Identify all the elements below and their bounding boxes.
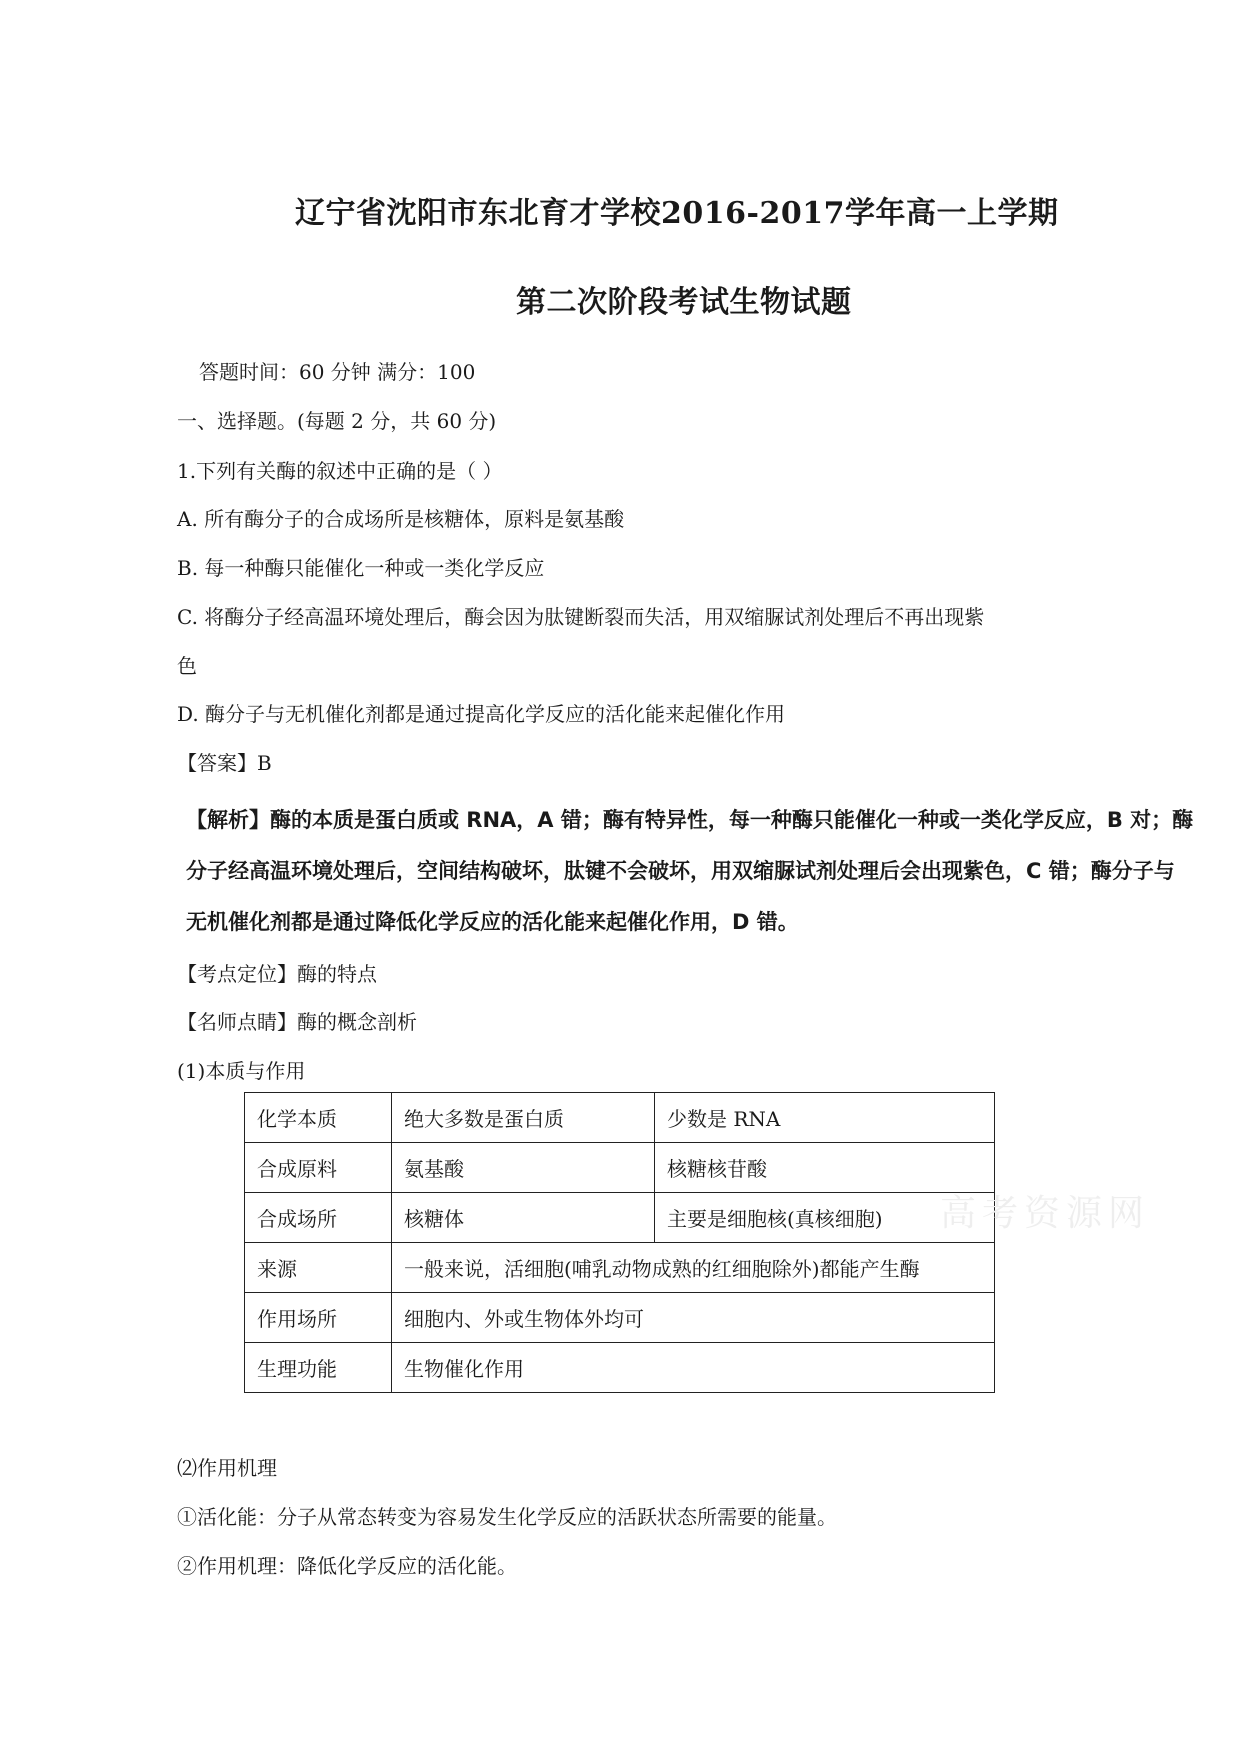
option-b: B. 每一种酶只能催化一种或一类化学反应 bbox=[177, 556, 545, 580]
option-a: A. 所有酶分子的合成场所是核糖体，原料是氨基酸 bbox=[177, 507, 625, 531]
table-cell: 绝大多数是蛋白质 bbox=[392, 1093, 655, 1143]
table-cell: 合成场所 bbox=[245, 1193, 392, 1243]
table-cell: 化学本质 bbox=[245, 1093, 392, 1143]
watermark: 高考资源网 bbox=[940, 1193, 1151, 1234]
table-cell: 少数是 RNA bbox=[655, 1093, 995, 1143]
teacher-note: 【名师点睛】酶的概念剖析 bbox=[177, 1010, 417, 1034]
table-cell: 一般来说，活细胞(哺乳动物成熟的红细胞除外)都能产生酶 bbox=[392, 1243, 995, 1293]
table-row bbox=[245, 1343, 995, 1393]
table-cell: 生物催化作用 bbox=[392, 1343, 995, 1393]
title-line-2: 第二次阶段考试生物试题 bbox=[516, 285, 852, 320]
table-cell: 核糖体 bbox=[392, 1193, 655, 1243]
table-row bbox=[245, 1293, 995, 1343]
analysis-line-3: 无机催化剂都是通过降低化学反应的活化能来起催化作用，D 错。 bbox=[186, 910, 799, 934]
table-row bbox=[245, 1143, 995, 1193]
analysis-line-2: 分子经高温环境处理后，空间结构破坏，肽键不会破坏，用双缩脲试剂处理后会出现紫色，C 错；酶分子与 bbox=[186, 859, 1175, 883]
table-cell: 生理功能 bbox=[245, 1343, 392, 1393]
table-cell: 氨基酸 bbox=[392, 1143, 655, 1193]
mechanism-item-2: ②作用机理：降低化学反应的活化能。 bbox=[177, 1554, 517, 1578]
option-d: D. 酶分子与无机催化剂都是通过提高化学反应的活化能来起催化作用 bbox=[177, 702, 786, 726]
table-cell: 细胞内、外或生物体外均可 bbox=[392, 1293, 995, 1343]
table-cell: 作用场所 bbox=[245, 1293, 392, 1343]
table-cell: 核糖核苷酸 bbox=[655, 1143, 995, 1193]
analysis-line-1: 【解析】酶的本质是蛋白质或 RNA，A 错；酶有特异性，每一种酶只能催化一种或一类化学反应，B 对；酶 bbox=[186, 808, 1194, 832]
title-line-1: 辽宁省沈阳市东北育才学校2016-2017学年高一上学期 bbox=[295, 196, 1059, 231]
question-stem: 1.下列有关酶的叙述中正确的是（ ） bbox=[177, 459, 503, 483]
option-c: C. 将酶分子经高温环境处理后，酶会因为肽键断裂而失活，用双缩脲试剂处理后不再出现紫 bbox=[177, 605, 985, 629]
mechanism-item-1: ①活化能：分子从常态转变为容易发生化学反应的活跃状态所需要的能量。 bbox=[177, 1505, 837, 1529]
table-cell: 合成原料 bbox=[245, 1143, 392, 1193]
table-row bbox=[245, 1193, 995, 1243]
table-cell: 来源 bbox=[245, 1243, 392, 1293]
part2-heading: ⑵作用机理 bbox=[177, 1456, 277, 1480]
table-row bbox=[245, 1093, 995, 1143]
part1-heading: (1)本质与作用 bbox=[177, 1059, 306, 1083]
answer: 【答案】B bbox=[177, 751, 272, 775]
exam-info: 答题时间：60 分钟 满分：100 bbox=[199, 360, 476, 384]
table-cell: 主要是细胞核(真核细胞) bbox=[655, 1193, 995, 1243]
enzyme-properties-table bbox=[244, 1092, 995, 1393]
key-point: 【考点定位】酶的特点 bbox=[177, 962, 377, 986]
analysis-paragraph bbox=[186, 795, 1193, 948]
section-heading: 一、选择题。(每题 2 分，共 60 分) bbox=[177, 409, 497, 433]
option-c-continued: 色 bbox=[177, 654, 197, 678]
table-row bbox=[245, 1243, 995, 1293]
